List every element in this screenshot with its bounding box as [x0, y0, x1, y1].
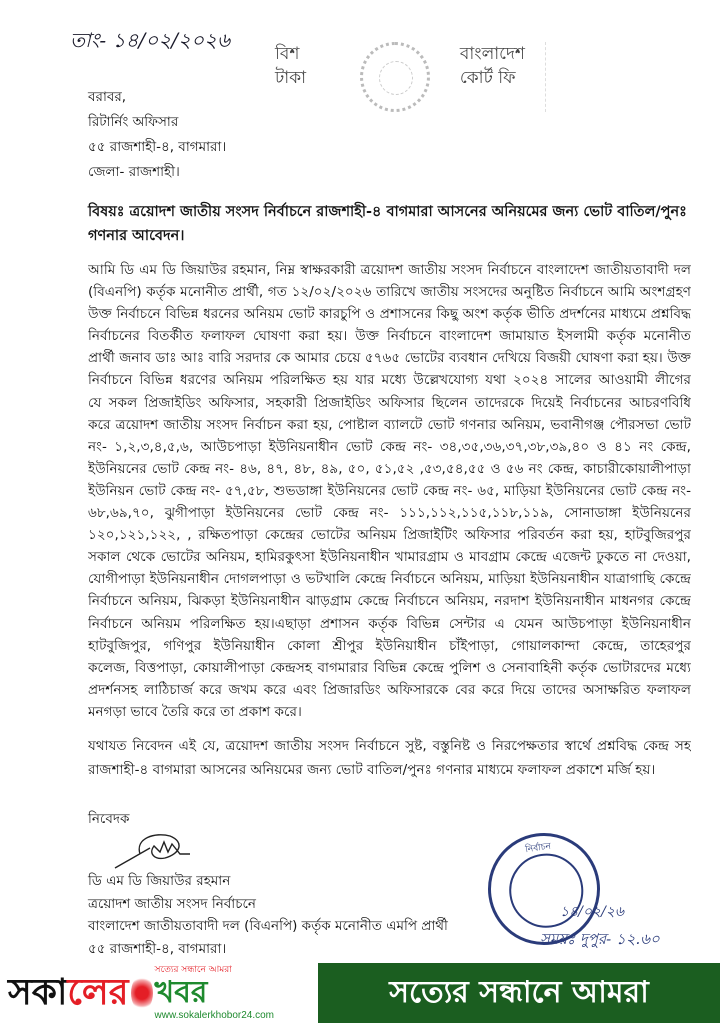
paragraph-line: ইউনিয়ন ভোট কেন্দ্র নং- ৫৭,৫৮, শুভডাঙ্গা ইউনিয়নের ভোট কেন্দ্র নং- ৬৫, মাড়িয়া ইউনিয়নের ভোট কেন্দ্র নং-	[88, 482, 691, 499]
paragraph-line: নির্বাচনে অনিয়ম পরিলক্ষিত হয়।এছাড়া প্রশাসন কর্তৃক বিভিন্ন সেন্টার এ যেমন আউচপাড়া ইউনিয়নাধীন	[88, 615, 691, 632]
paragraph-line: কলেজ, বিত্তপাড়া, কোয়ালীপাড়া কেন্দ্রসহ বাগমারার বিভিন্ন কেন্দ্রে পুলিশ ও সেনাবাহিনী কর্তৃক ভোটারদের মধ্যে	[88, 659, 691, 676]
recipient-address	[88, 85, 226, 185]
paragraph-line: আমি ডি এম ডি জিয়াউর রহমান, নিম্ন স্বাক্ষরকারী ত্রয়োদশ জাতীয় সংসদ নির্বাচনে বাংলাদেশ জাতীয়তাবাদী দল	[88, 262, 691, 278]
paragraph-line: হাটবুজিপুর, গণিপুর ইউনিয়াধীন কোলা শ্রীপুর ইউনিয়াধীন চাঁইপাড়া, গোয়ালকান্দা কেন্দ্রে, তাহেরপুর	[88, 637, 691, 654]
stamp-value-text	[275, 42, 306, 90]
stamp-text: বিশ	[275, 44, 300, 64]
paragraph-line: রাজশাহী-৪ বাগমারা আসনের অনিয়মের জন্য ভোট বাতিল/পুনঃ গণনার মাধ্যমে ফলাফল প্রকাশে মর্জি হয়।	[88, 762, 656, 778]
paragraph-line: সকাল থেকে ভোটের অনিয়ম, হামিরকুৎসা ইউনিয়নাধীন খামারগ্রাম ও মাবগ্রাম কেন্দ্রে এজেন্ট ঢুকতে না দেওয়া,	[88, 549, 691, 566]
stamp-country-text	[460, 42, 525, 90]
signature-image	[110, 832, 200, 870]
signer-line: বাংলাদেশ জাতীয়তাবাদী দল (বিএনপি) কর্তৃক মনোনীত এমপি প্রার্থী	[88, 918, 448, 934]
stamp-text: টাকা	[275, 68, 307, 88]
sun-icon	[131, 975, 153, 1011]
paragraph-line: প্রদর্শনসহ লাঠিচার্জ করে জখম করে এবং প্রিজারডিং অফিসারকে বের করে দিয়ে তাদের অসাক্ষরিত ফলাফল	[88, 681, 691, 698]
stamp-text: কোর্ট ফি	[459, 68, 516, 88]
paragraph-line: উক্ত নির্বাচনে বিভিন্ন ধরনের অনিয়ম ভোট কারচুপি ও প্রশাসনের কিছু অংশ কর্তৃক ভীতি প্রদর্শনের মাধ্যমে প্রশ্নবিদ্ধ	[88, 306, 691, 323]
stamp-text: বাংলাদেশ	[459, 44, 525, 64]
court-fee-stamp	[255, 42, 546, 112]
logo-text-red: লের	[67, 972, 129, 1013]
logo-text	[8, 971, 129, 1015]
address-line: ৫৫ রাজশাহী-৪, বাগমারা।	[88, 139, 227, 155]
paragraph-line: যথাযত নিবেদন এই যে, ত্রয়োদশ জাতীয় সংসদ নির্বাচনে সুষ্ট, বস্তুনিষ্ট ও নিরপেক্ষতার স্বার্থে প্রশ্নবিদ্ধ কেন্দ্র সহ	[88, 738, 691, 754]
paragraph-line: করে ত্রয়োদশ জাতীয় সংসদ নির্বাচন করা হয়, পোষ্টাল ব্যালটে ভোট গণনার অনিয়ম, ভবানীগঞ্জ পৌরসভা ভোট	[88, 416, 691, 433]
paragraph-line: যোগীপাড়া ইউনিয়নাধীন দোগলপাড়া ও ভটখালি কেন্দ্রে নির্বাচনে অনিয়ম, মাড়িয়া ইউনিয়নাধীন যাত্রাগাছি কেন্দ্রে	[88, 571, 691, 588]
logo-right-column	[155, 965, 281, 1022]
paragraph-line: নির্বাচনের বিতর্কীত ফলাফল ঘোষণা করা হয়। উক্ত নির্বাচনে বাংলাদেশ জামায়াত ইসলামী কর্তৃক মনোনীত	[88, 328, 691, 345]
paragraph-line: ১২০,১২১,১২২, , রক্ষিতপাড়া কেন্দ্রের ভোটের অনিয়ম প্রিজাইটিং অফিসার পরিবর্তন করা হয়, হাটবুজিরপুর	[88, 527, 691, 544]
paragraph-line: নির্বাচনে বিভিন্ন ধরণের অনিয়ম পরিলক্ষিত হয় যার মধ্যে উল্লেখযোগ্য যথা ২০২৪ সালের আওয়ামী লীগের	[88, 372, 691, 389]
logo-text-black: সকা	[8, 972, 68, 1013]
paragraph-line: মনগড়া ভাবে তৈরি করে তা প্রকাশ করে।	[88, 703, 302, 720]
address-line: রিটার্নিং অফিসার	[88, 114, 179, 130]
paragraph-line: যে সকল প্রিজাইডিং অফিসার, সহকারী প্রিজাইডিং অফিসার ছিলেন তাদেরকে দিয়েই নির্বাচনের আচরণবিধি	[88, 394, 691, 411]
closing: নিবেদক	[88, 811, 130, 827]
seal-handwritten-date: ১৪/০২/২৬	[560, 904, 625, 920]
signer-line: ত্রয়োদশ জাতীয় সংসদ নির্বাচনে	[88, 895, 256, 912]
handwritten-date: তাং- ১৪/০২/২০২৬	[70, 28, 230, 52]
body-paragraph-1	[88, 259, 691, 723]
paragraph-line: ৬৮,৬৯,৭০, ঝুগীপাড়া ইউনিয়নের ভোট কেন্দ্র নং- ১১১,১১২,১১৫,১১৮,১১৯, সোনাডাঙ্গা ইউনিয়নের	[88, 505, 691, 522]
seal-text: নির্বাচন	[524, 841, 552, 856]
body-paragraph-2	[88, 734, 691, 782]
seal-handwritten-time: সময়ঃ দুপুর- ১২.৬০	[540, 930, 660, 948]
paragraph-line: নির্বাচনে অনিয়ম, ঝিকড়া ইউনিয়নাধীন ঝাড়গ্রাম কেন্দ্রে নির্বাচনে অনিয়ম, নরদাশ ইউনিয়নাধীন মাধনগর কেন্দ্রে	[88, 593, 691, 610]
newspaper-logo[interactable]	[0, 963, 318, 1023]
address-line: বরাবর,	[88, 89, 127, 105]
address-line: জেলা- রাজশাহী।	[88, 164, 180, 180]
paragraph-line: প্রার্থী জনাব ডাঃ আঃ বারি সরদার কে আমার চেয়ে ৫৭৬৫ ভোটের ব্যবধান দেখিয়ে বিজয়ী ঘোষণা করা হয়। উক্ত	[88, 350, 691, 367]
footer	[0, 963, 720, 1023]
signer-name: ডি এম ডি জিয়াউর রহমান	[88, 873, 231, 889]
subject-line: বিষয়ঃ ত্রয়োদশ জাতীয় সংসদ নির্বাচনে রাজশাহী-৪ বাগমারা আসনের অনিয়মের জন্য ভোট বাতিল/পুনঃ গণনার আবেদন।	[88, 204, 687, 244]
signature-block	[88, 870, 448, 960]
emblem-icon	[360, 42, 430, 112]
paragraph-line: ইউনিয়নের ভোট কেন্দ্র নং- ৪৬, ৪৭, ৪৮, ৪৯, ৫০, ৫১,৫২ ,৫৩,৫৪,৫৫ ও ৫৬ নং কেন্দ্র, কাচারীকোয়ালীপাড়া	[88, 460, 691, 477]
paragraph-line: নং- ১,২,৩,৪,৫,৬, আউচপাড়া ইউনিয়নাধীন ভোট কেন্দ্র নং- ৩৪,৩৫,৩৬,৩৭,৩৮,৩৯,৪০ ও ৪১ নং কেন্দ্র,	[88, 438, 691, 455]
logo-tagline: সত্যের সন্ধানে আমরা	[154, 964, 232, 975]
paragraph-line: (বিএনপি) কর্তৃক মনোনীত প্রার্থী, গত ১২/০২/২০২৬ তারিখে জাতীয় সংসদের অনুষ্টিত নির্বাচনে আমি অংশগ্রহণ	[88, 284, 691, 301]
slogan-banner: সত্যের সন্ধানে আমরা	[318, 963, 720, 1023]
logo-text-green: খবর	[154, 974, 208, 1010]
website-link[interactable]: www.sokalerkhobor24.com	[154, 1009, 275, 1021]
signer-line: ৫৫ রাজশাহী-৪, বাগমারা।	[88, 940, 227, 957]
